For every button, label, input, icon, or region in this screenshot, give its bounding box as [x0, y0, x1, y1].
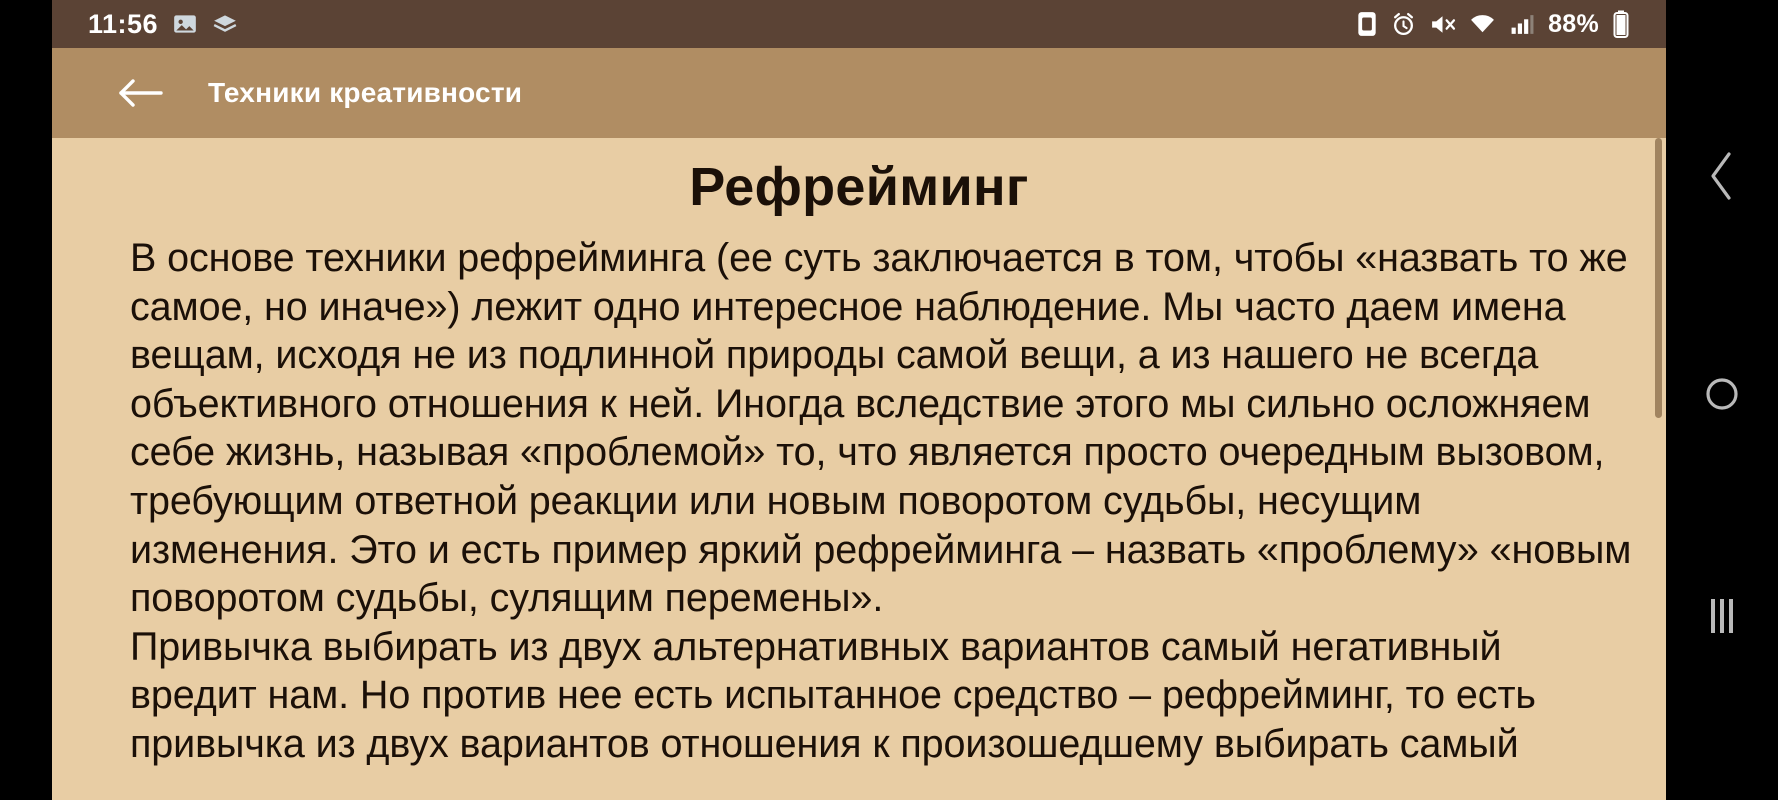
nav-home-button[interactable]	[1666, 340, 1778, 452]
app-bar	[52, 48, 1666, 138]
phone-screen	[52, 0, 1666, 800]
circle-icon	[1704, 376, 1740, 417]
chevron-left-icon	[1705, 150, 1739, 207]
content-scrollbar[interactable]	[1655, 138, 1662, 418]
page-title: Техники креативности	[208, 77, 523, 108]
system-navigation-bar	[1666, 0, 1778, 800]
alarm-icon	[1391, 12, 1416, 37]
wifi-icon	[1469, 12, 1496, 37]
bars-icon	[1711, 599, 1733, 633]
status-bar-left	[52, 9, 238, 40]
sim-card-icon	[1356, 11, 1378, 37]
battery-icon	[1612, 10, 1630, 38]
arrow-left-icon[interactable]	[108, 61, 172, 125]
article-body	[52, 234, 1666, 769]
article-heading: Рефрейминг	[689, 157, 1029, 217]
left-bezel	[0, 0, 52, 800]
mute-icon	[1429, 12, 1456, 37]
nav-back-button[interactable]	[1666, 122, 1778, 234]
nav-recents-button[interactable]	[1666, 560, 1778, 672]
article-content[interactable]	[52, 138, 1666, 800]
signal-icon	[1509, 12, 1535, 37]
status-clock: 11:56	[88, 8, 159, 39]
battery-percentage: 88%	[1548, 9, 1599, 38]
status-bar-right	[1356, 10, 1666, 39]
article-paragraph: Привычка выбирать из двух альтернативных вариантов самый негативный вредит нам. Но против нее есть испытанное средство – рефрейминг, то есть привычка из двух вариантов отношения к произошедшему выбирать самый	[130, 624, 1536, 766]
article-paragraph: В основе техники рефрейминга (ее суть заключается в том, чтобы «назвать то же самое, но иначе») лежит одно интересное наблюдение. Мы часто даем имена вещам, исходя не из подлинной природы самой вещи, а из нашего не всегда объективного отношения к ней. Иногда вследствие этого мы сильно осложняем себе жизнь, называя «проблемой» то, что является просто очередным вызовом, требующим ответной реакции или новым поворотом судьбы, несущим изменения. Это и есть пример яркий рефрейминга – назвать «проблему» «новым поворотом судьбы, сулящим перемены».	[130, 236, 1632, 621]
layers-icon	[212, 11, 238, 37]
status-bar	[52, 0, 1666, 48]
image-icon	[172, 11, 198, 37]
